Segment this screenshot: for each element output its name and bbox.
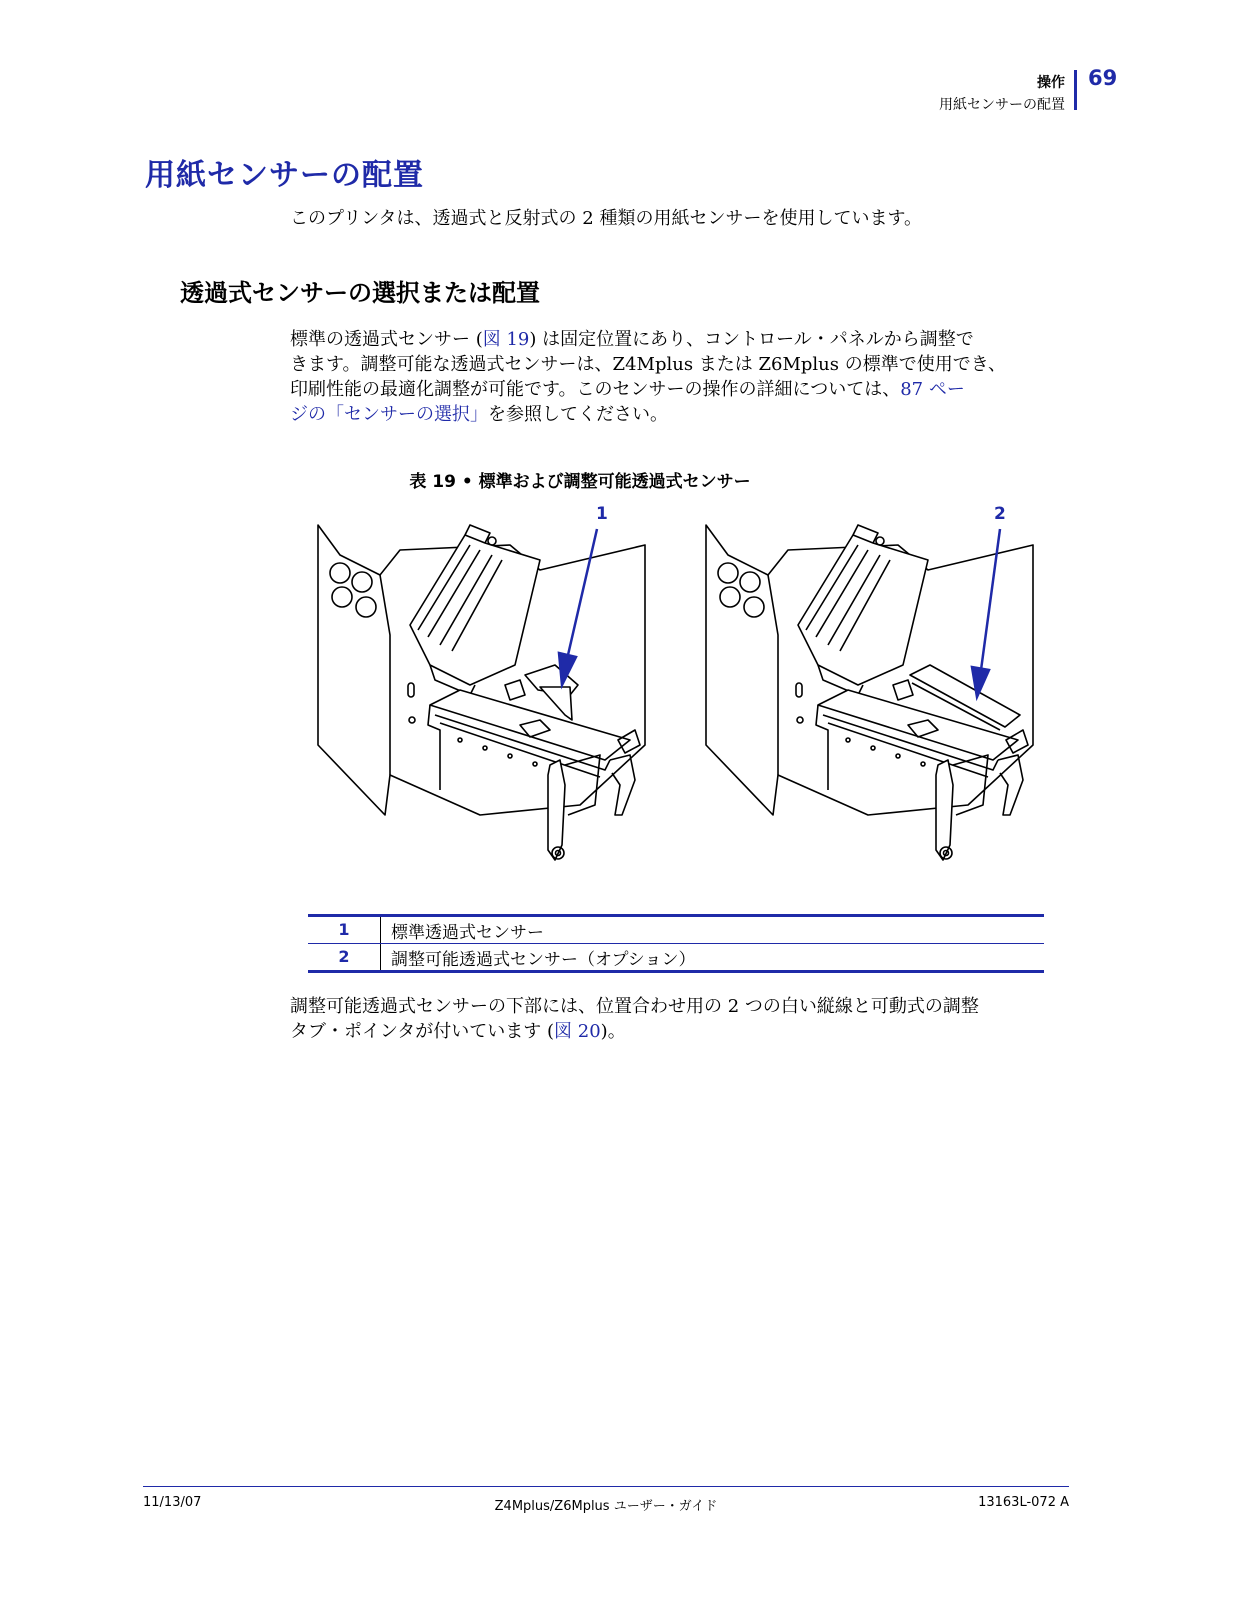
text: )。 — [600, 1021, 626, 1042]
header-section: 操作 — [1037, 75, 1065, 91]
text: タブ・ポインタが付いています ( — [290, 1021, 555, 1042]
table-row — [308, 944, 1044, 970]
page-number: 69 — [1088, 66, 1118, 90]
legend-number: 1 — [308, 917, 381, 943]
sensor-selection-link[interactable]: ジの「センサーの選択」 — [290, 404, 488, 425]
text: ) は固定位置にあり、コントロール・パネルから調整で — [529, 329, 974, 350]
footer-title: Z4Mplus/Z6Mplus ユーザー・ガイド — [494, 1499, 718, 1514]
intro-paragraph: このプリンタは、透過式と反射式の 2 種類の用紙センサーを使用しています。 — [290, 208, 923, 229]
legend-bottom-rule — [308, 970, 1044, 973]
page-title: 用紙センサーの配置 — [145, 158, 424, 193]
footer-doc-number: 13163L-072 A — [978, 1495, 1069, 1510]
text: 調整可能透過式センサーの下部には、位置合わせ用の 2 つの白い縦線と可動式の調整 — [290, 996, 979, 1017]
figure-20-link[interactable]: 図 20 — [554, 1021, 601, 1042]
table-row — [308, 917, 1044, 943]
header-subsection: 用紙センサーの配置 — [939, 97, 1065, 113]
legend-table — [308, 914, 1044, 973]
legend-text: 標準透過式センサー — [391, 922, 544, 943]
paragraph-sensor-description — [290, 327, 1090, 427]
text: 印刷性能の最適化調整が可能です。このセンサーの操作の詳細については、 — [290, 379, 901, 400]
legend-number: 2 — [308, 944, 381, 970]
footer-date: 11/13/07 — [143, 1495, 202, 1510]
section-heading: 透過式センサーの選択または配置 — [180, 279, 540, 307]
callout-2: 2 — [994, 504, 1006, 524]
printer-sensor-illustration — [300, 515, 1080, 880]
page-87-link[interactable]: 87 ペー — [900, 379, 965, 400]
text: きます。調整可能な透過式センサーは、Z4Mplus または Z6Mplus の標準で使用でき、 — [290, 354, 1006, 375]
legend-text: 調整可能透過式センサー（オプション） — [391, 949, 696, 970]
callout-1: 1 — [596, 504, 608, 524]
header-divider — [1074, 70, 1077, 110]
text: を参照してください。 — [488, 404, 668, 425]
paragraph-adjustable-sensor — [290, 994, 1090, 1044]
figure-19-link[interactable]: 図 19 — [482, 329, 530, 350]
footer-rule — [143, 1486, 1069, 1487]
text: 標準の透過式センサー ( — [290, 329, 483, 350]
figure-caption: 表 19 • 標準および調整可能透過式センサー — [409, 472, 751, 492]
